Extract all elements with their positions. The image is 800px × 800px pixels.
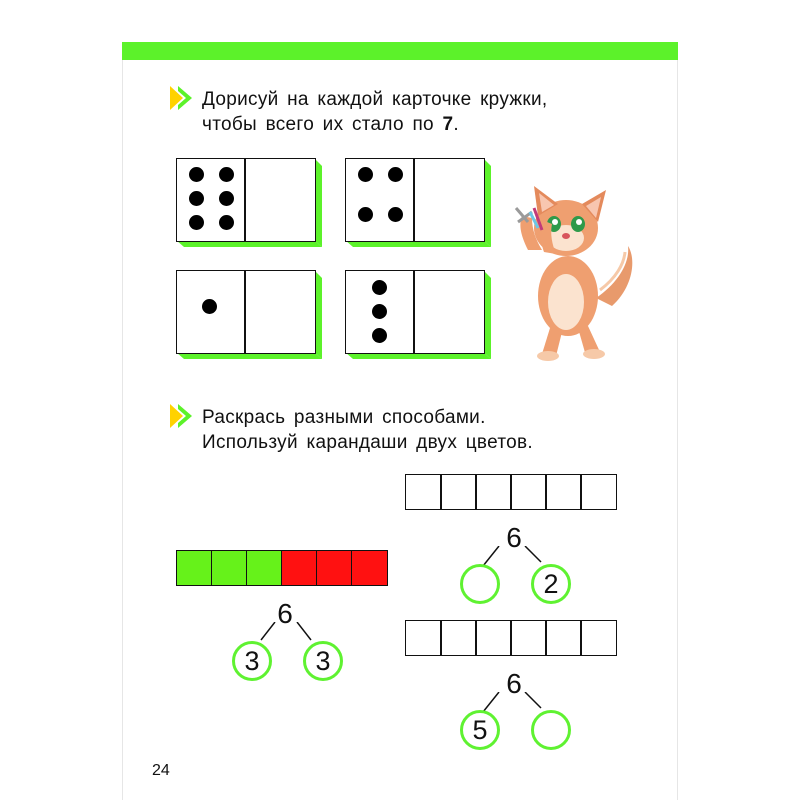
strip-cell[interactable] <box>440 620 477 656</box>
domino-card-4[interactable] <box>345 270 493 360</box>
task2-line1: Раскрась разными способами. <box>202 407 486 428</box>
strip-cell[interactable] <box>580 620 617 656</box>
task1-line2-suffix: . <box>453 114 459 135</box>
strip-cell[interactable] <box>405 474 442 510</box>
strip-cell-green <box>176 550 213 586</box>
exercise1-total: 6 <box>506 522 522 553</box>
task1-target-number: 7 <box>442 114 454 135</box>
exercise2-right-circle[interactable] <box>531 710 571 750</box>
task-arrow-icon <box>170 86 192 110</box>
example-total: 6 <box>277 598 293 629</box>
exercise2-total: 6 <box>506 668 522 699</box>
strip-cell[interactable] <box>405 620 442 656</box>
strip-cell[interactable] <box>475 474 512 510</box>
task1-line2 <box>202 112 547 137</box>
task2-line2: Используй карандаши двух цветов. <box>202 432 533 453</box>
strip-cell-green <box>211 550 248 586</box>
top-green-bar <box>122 42 678 60</box>
strip-cell-red <box>281 550 318 586</box>
strip-cell[interactable] <box>475 620 512 656</box>
task1-instruction <box>202 87 547 137</box>
exercise1-right-circle: 2 <box>531 564 571 604</box>
example-left-circle: 3 <box>232 641 272 681</box>
strip-cell-red <box>351 550 388 586</box>
strip-cell[interactable] <box>545 620 582 656</box>
strip-cell-green <box>246 550 283 586</box>
example-right-circle: 3 <box>303 641 343 681</box>
strip-cell[interactable] <box>580 474 617 510</box>
exercise1-strip[interactable] <box>405 474 617 510</box>
kitten-illustration <box>508 178 636 363</box>
task-arrow-icon <box>170 404 192 428</box>
example-colored-strip <box>176 550 388 586</box>
task2-instruction <box>202 405 533 455</box>
page-number: 24 <box>152 762 170 779</box>
strip-cell[interactable] <box>440 474 477 510</box>
exercise1-left-circle[interactable] <box>460 564 500 604</box>
task1-line2-text: чтобы всего их стало по <box>202 114 443 135</box>
domino-card-3[interactable] <box>176 270 324 360</box>
domino-card-1[interactable] <box>176 158 324 248</box>
exercise2-strip[interactable] <box>405 620 617 656</box>
strip-cell[interactable] <box>545 474 582 510</box>
strip-cell-red <box>316 550 353 586</box>
strip-cell[interactable] <box>510 620 547 656</box>
task1-line1: Дорисуй на каждой карточке кружки, <box>202 89 548 110</box>
exercise2-left-circle: 5 <box>460 710 500 750</box>
strip-cell[interactable] <box>510 474 547 510</box>
domino-card-2[interactable] <box>345 158 493 248</box>
